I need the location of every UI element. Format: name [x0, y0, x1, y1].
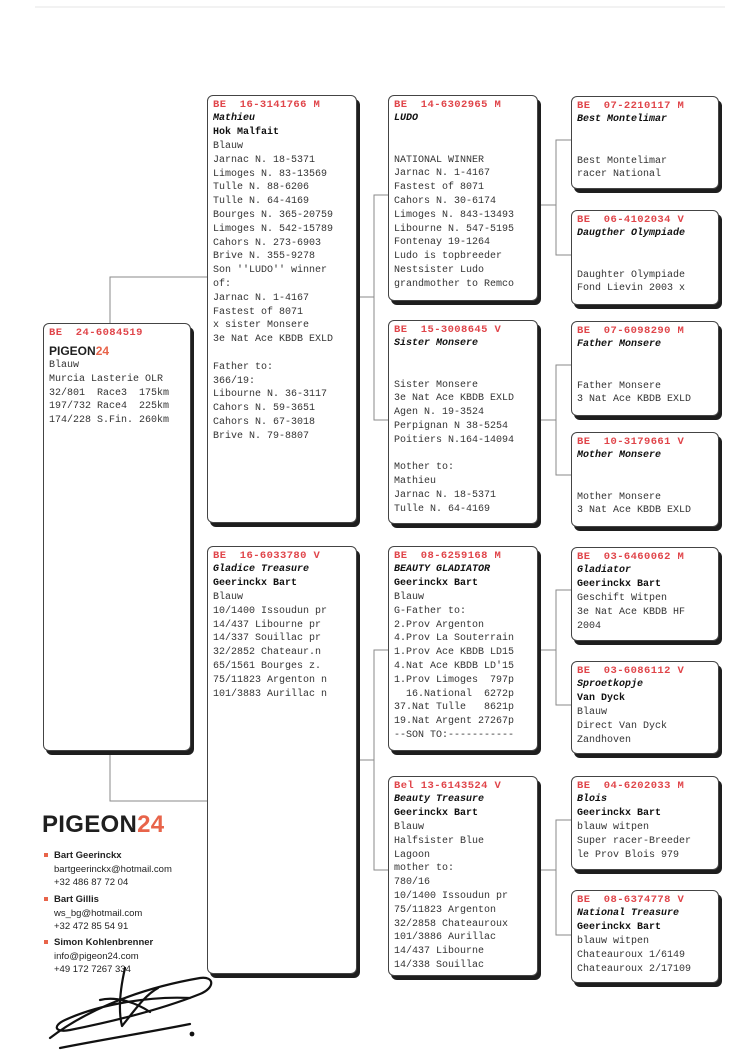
- subject-details: [49, 359, 185, 428]
- connector-ds-dsd: [556, 650, 571, 705]
- detail-line: Ludo is topbreeder: [394, 251, 503, 263]
- detail-line: Blauw: [394, 822, 425, 833]
- detail-line: Best Montelimar: [577, 155, 668, 167]
- detail-line: 3 Nat Ace KBDB EXLD: [577, 505, 692, 517]
- sd-dam-card: [571, 432, 719, 527]
- detail-line: NATIONAL WINNER: [394, 154, 485, 166]
- detail-line: Fastest of 8071: [213, 306, 304, 318]
- detail-line: [577, 141, 713, 155]
- detail-line: Murcia Lasterie OLR: [49, 373, 164, 385]
- detail-line: 14/437 Libourne: [394, 946, 485, 958]
- detail-line: Limoges N. 83-13569: [213, 168, 328, 180]
- pigeon-name: Sproetkopje: [577, 679, 644, 690]
- pigeon-name: Beauty Treasure: [394, 794, 485, 805]
- detail-line: Chateauroux 1/6149: [577, 949, 686, 961]
- ring-number: BE 16-6033780 V: [213, 550, 321, 562]
- detail-line: Tulle N. 64-4169: [394, 503, 491, 515]
- sire-card: [207, 95, 357, 523]
- detail-line: 65/1561 Bourges z.: [213, 660, 322, 672]
- detail-line: Jarnac N. 18-5371: [213, 154, 316, 166]
- detail-line: Mother to:: [394, 462, 455, 474]
- detail-line: Super racer-Breeder: [577, 835, 692, 847]
- detail-line: blauw witpen: [577, 822, 650, 833]
- detail-line: 3e Nat Ace KBDB HF: [577, 606, 686, 618]
- contact-2: [44, 893, 143, 933]
- bullet-icon: [44, 853, 48, 857]
- detail-line: Chateauroux 2/17109: [577, 963, 692, 975]
- detail-line: Blauw: [577, 707, 608, 718]
- detail-line: Jarnac N. 18-5371: [394, 489, 497, 501]
- detail-line: [394, 126, 532, 140]
- detail-line: 1.Prov Limoges 797p: [394, 674, 515, 686]
- dd-sire-card: [571, 776, 719, 870]
- ss-sire-card: [571, 96, 719, 189]
- detail-line: grandmother to Remco: [394, 278, 515, 290]
- detail-line: Libourne N. 547-5195: [394, 223, 515, 235]
- detail-line: 780/16: [394, 877, 431, 889]
- ring-number: BE 04-6202033 M: [577, 780, 685, 792]
- ring-number: BE 08-6374778 V: [577, 894, 685, 906]
- pigeon-name: Best Montelimar: [577, 114, 668, 125]
- connector-ss-ssd: [556, 205, 571, 255]
- connector-dd-ddd: [556, 870, 571, 935]
- detail-line: Cahors N. 67-3018: [213, 416, 316, 428]
- detail-line: 19.Nat Argent 27267p: [394, 716, 515, 728]
- detail-line: Geschift Witpen: [577, 593, 668, 604]
- detail-line: Fontenay 19-1264: [394, 237, 491, 249]
- detail-line: le Prov Blois 979: [577, 849, 680, 861]
- detail-line: [577, 255, 713, 269]
- contact-email[interactable]: info@pigeon24.com: [54, 951, 139, 962]
- connector-subject-sire: [110, 277, 207, 324]
- connector-dam-dd: [374, 760, 388, 870]
- detail-line: 4.Prov La Souterrain: [394, 633, 515, 645]
- ring-number: Bel 13-6143524 V: [394, 780, 502, 792]
- contact-email[interactable]: bartgeerinckx@hotmail.com: [54, 864, 172, 875]
- detail-line: Zandhoven: [577, 734, 632, 746]
- detail-line: blauw witpen: [577, 936, 650, 947]
- detail-line: 101/3886 Aurillac: [394, 932, 497, 944]
- owner-name: Geerinckx Bart: [394, 578, 479, 589]
- contact-phone[interactable]: +32 472 85 54 91: [54, 921, 129, 932]
- signature-icon: [40, 960, 220, 1055]
- detail-line: Tulle N. 64-4169: [213, 196, 310, 208]
- pigeon-name: National Treasure: [577, 908, 680, 919]
- detail-line: 32/801 Race3 175km: [49, 387, 170, 399]
- owner-name: Geerinckx Bart: [577, 922, 662, 933]
- detail-line: [577, 477, 713, 491]
- detail-line: Jarnac N. 1-4167: [213, 292, 310, 304]
- detail-line: Cahors N. 59-3651: [213, 403, 316, 415]
- subject-card: [43, 323, 191, 751]
- detail-line: Blauw: [394, 592, 425, 603]
- dd-dam-card: [571, 890, 719, 983]
- detail-line: Lagoon: [394, 849, 431, 861]
- detail-line: [394, 448, 532, 462]
- detail-line: Mother Monsere: [577, 491, 662, 503]
- detail-line: --SON TO:-----------: [394, 729, 515, 741]
- ds-dam-card: [571, 661, 719, 754]
- detail-line: 75/11823 Argenton: [394, 904, 497, 916]
- detail-line: Daughter Olympiade: [577, 269, 686, 281]
- footer-logo: PIGEON24: [42, 811, 165, 838]
- detail-line: Libourne N. 36-3117: [213, 389, 328, 401]
- pigeon-name: Sister Monsere: [394, 338, 479, 349]
- detail-line: Jarnac N. 1-4167: [394, 168, 491, 180]
- detail-line: [394, 351, 532, 365]
- detail-line: Limoges N. 843-13493: [394, 209, 515, 221]
- detail-line: 10/1400 Issoudun pr: [213, 605, 328, 617]
- ring-number: BE 03-6086112 V: [577, 665, 685, 677]
- detail-line: 37.Nat Tulle 8621p: [394, 702, 515, 714]
- detail-line: 1.Prov Ace KBDB LD15: [394, 647, 515, 659]
- detail-line: 10/1400 Issoudun pr: [394, 890, 509, 902]
- ring-number: BE 03-6460062 M: [577, 551, 685, 563]
- contact-1: [44, 849, 172, 889]
- detail-line: Agen N. 19-3524: [394, 407, 485, 419]
- pigeon-name: Father Monsere: [577, 339, 662, 350]
- detail-line: Sister Monsere: [394, 379, 479, 391]
- ring-number: BE 24-6084519: [49, 327, 143, 339]
- ring-number: BE 07-2210117 M: [577, 100, 685, 112]
- owner-name: Geerinckx Bart: [577, 579, 662, 590]
- contact-phone[interactable]: +32 486 87 72 04: [54, 877, 129, 888]
- detail-line: 2004: [577, 620, 602, 632]
- detail-line: 14/437 Libourne pr: [213, 619, 322, 631]
- detail-line: 3e Nat Ace KBDB EXLD: [394, 393, 515, 405]
- detail-line: 2.Prov Argenton: [394, 619, 485, 631]
- connector-sire-ss: [357, 195, 388, 297]
- owner-name: Geerinckx Bart: [577, 808, 662, 819]
- contact-email[interactable]: ws_bg@hotmail.com: [54, 908, 143, 919]
- connector-dd-dds: [538, 820, 571, 870]
- owner-name: Geerinckx Bart: [394, 808, 479, 819]
- detail-line: Blauw: [213, 141, 244, 152]
- pigeon-name: Gladiator: [577, 565, 632, 576]
- ring-number: BE 15-3008645 V: [394, 324, 502, 336]
- detail-line: 14/338 Souillac: [394, 959, 485, 971]
- subject-brand: PIGEON24: [49, 344, 110, 358]
- connector-subject-dam: [110, 752, 207, 801]
- detail-line: x sister Monsere: [213, 320, 310, 332]
- detail-line: Brive N. 355-9278: [213, 251, 316, 263]
- detail-line: mother to:: [394, 863, 455, 875]
- detail-line: 4.Nat Ace KBDB LD'15: [394, 660, 515, 672]
- contact-name: Bart Geerinckx: [54, 850, 122, 861]
- detail-line: racer National: [577, 169, 662, 181]
- detail-line: Fond Lievin 2003 x: [577, 283, 686, 295]
- owner-name: Hok Malfait: [213, 127, 280, 138]
- dam-card: [207, 546, 357, 974]
- pigeon-name: Mother Monsere: [577, 450, 662, 461]
- detail-line: Blauw: [49, 360, 80, 371]
- detail-line: [394, 365, 532, 379]
- detail-line: 101/3883 Aurillac n: [213, 688, 328, 700]
- detail-line: [577, 366, 713, 380]
- detail-line: Father Monsere: [577, 380, 662, 392]
- detail-line: 16.National 6272p: [394, 688, 515, 700]
- ring-number: BE 08-6259168 M: [394, 550, 502, 562]
- detail-line: 75/11823 Argenton n: [213, 674, 328, 686]
- contact-name: Bart Gillis: [54, 894, 99, 905]
- ds-sire-card: [571, 547, 719, 641]
- connector-sd-sds: [538, 365, 571, 420]
- connector-sd-sdd: [556, 420, 571, 475]
- detail-line: Mathieu: [394, 476, 437, 488]
- pigeon-name: Blois: [577, 794, 608, 805]
- contact-name: Simon Kohlenbrenner: [54, 937, 154, 948]
- owner-name: Van Dyck: [577, 693, 626, 704]
- detail-line: G-Father to:: [394, 605, 467, 617]
- connector-ss-sss: [538, 140, 571, 205]
- pigeon-name: Gladice Treasure: [213, 564, 310, 575]
- detail-line: Fastest of 8071: [394, 182, 485, 194]
- detail-line: Tulle N. 88-6206: [213, 182, 310, 194]
- detail-line: Cahors N. 273-6903: [213, 237, 322, 249]
- connector-sire-sd: [374, 297, 388, 420]
- owner-name: Geerinckx Bart: [213, 578, 298, 589]
- pigeon-name: LUDO: [394, 113, 419, 124]
- detail-line: 3 Nat Ace KBDB EXLD: [577, 394, 692, 406]
- detail-line: [394, 140, 532, 154]
- ring-number: BE 16-3141766 M: [213, 99, 321, 111]
- ring-number: BE 06-4102034 V: [577, 214, 685, 226]
- detail-line: Halfsister Blue: [394, 835, 485, 847]
- detail-line: Direct Van Dyck: [577, 720, 668, 732]
- pigeon-name: Mathieu: [213, 113, 256, 124]
- detail-line: Cahors N. 30-6174: [394, 195, 497, 207]
- detail-line: 32/2852 Chateaur.n: [213, 647, 322, 659]
- detail-line: [577, 241, 713, 255]
- ss-dam-card: [571, 210, 719, 305]
- connector-ds-dss: [538, 590, 571, 650]
- detail-line: Brive N. 79-8807: [213, 430, 310, 442]
- dam-dam-card: [388, 776, 538, 976]
- detail-line: Limoges N. 542-15789: [213, 223, 334, 235]
- detail-line: Nestsister Ludo: [394, 264, 485, 276]
- ring-number: BE 10-3179661 V: [577, 436, 685, 448]
- sire-sire-card: [388, 95, 538, 301]
- contact-phone[interactable]: +49 172 7267 334: [54, 964, 131, 975]
- detail-line: Son ''LUDO'' winner: [213, 265, 328, 277]
- detail-line: 3e Nat Ace KBDB EXLD: [213, 334, 334, 346]
- pigeon-name: Daugther Olympiade: [577, 228, 686, 239]
- connector-dam-ds: [357, 650, 388, 760]
- sire-dam-card: [388, 320, 538, 524]
- detail-line: [213, 347, 351, 361]
- detail-line: 174/228 S.Fin. 260km: [49, 415, 170, 427]
- pigeon-name: BEAUTY GLADIATOR: [394, 564, 491, 575]
- detail-line: [577, 463, 713, 477]
- detail-line: 14/337 Souillac pr: [213, 633, 322, 645]
- detail-line: 32/2858 Chateauroux: [394, 918, 509, 930]
- detail-line: Bourges N. 365-20759: [213, 209, 334, 221]
- detail-line: Poitiers N.164-14094: [394, 434, 515, 446]
- detail-line: 366/19:: [213, 375, 256, 387]
- detail-line: Blauw: [213, 592, 244, 603]
- detail-line: 197/732 Race4 225km: [49, 401, 170, 413]
- ring-number: BE 07-6098290 M: [577, 325, 685, 337]
- bullet-icon: [44, 940, 48, 944]
- dam-sire-card: [388, 546, 538, 751]
- bullet-icon: [44, 897, 48, 901]
- detail-line: Father to:: [213, 361, 274, 373]
- ring-number: BE 14-6302965 M: [394, 99, 502, 111]
- detail-line: Perpignan N 38-5254: [394, 420, 509, 432]
- detail-line: [577, 352, 713, 366]
- detail-line: of:: [213, 278, 232, 290]
- sd-sire-card: [571, 321, 719, 416]
- detail-line: [577, 127, 713, 141]
